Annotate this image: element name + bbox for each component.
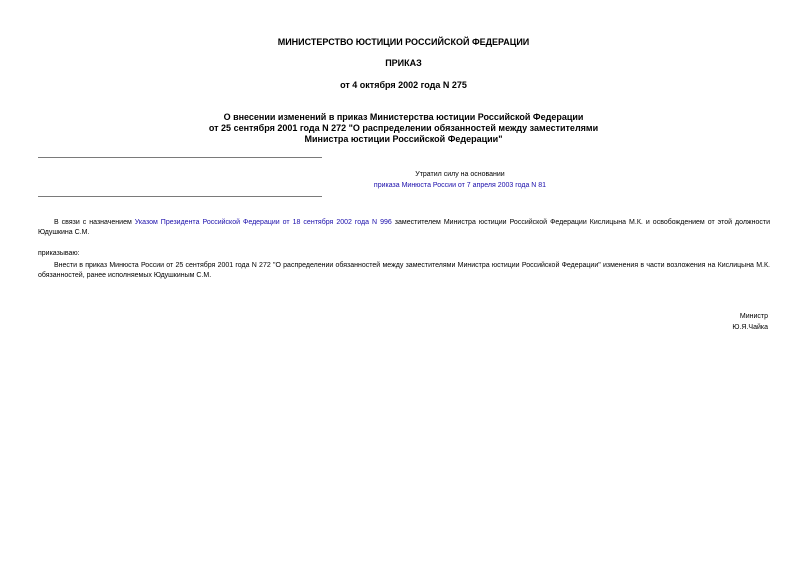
document-type: ПРИКАЗ xyxy=(385,58,422,68)
signatory-position: Министр xyxy=(739,313,768,320)
ordered-label: приказываю: xyxy=(38,250,80,257)
document-title xyxy=(0,112,807,145)
document-date: от 4 октября 2002 года N 275 xyxy=(340,80,467,90)
preamble-text-start: В связи с назначением xyxy=(54,219,135,226)
status-link-row xyxy=(260,181,660,191)
order-paragraph: Внести в приказ Минюста России от 25 сентября 2001 года N 272 "О распределении обязанностей между заместителями Министра юстиции Российской Федерации" изменения в части возложения на Кислицына М.К. обязанностей, ранее исполняемых Юдушкиным С.М. xyxy=(38,262,770,279)
presidential-decree-link[interactable]: Указом Президента Российской Федерации от 18 сентября 2002 года N 996 xyxy=(134,219,392,226)
document-title-line: от 25 сентября 2001 года N 272 "О распределении обязанностей между заместителями xyxy=(208,123,599,133)
divider-top xyxy=(38,157,322,158)
preamble-paragraph xyxy=(38,218,770,238)
preamble-text-end: заместителем Министра юстиции Российской Федерации Кислицына М.К. и освобождением от этой должности Юдушкина С.М. xyxy=(38,219,770,236)
document-title-line: О внесении изменений в приказ Министерства юстиции Российской Федерации xyxy=(223,112,584,122)
document-title-line: Министра юстиции Российской Федерации" xyxy=(304,134,503,144)
divider-bottom xyxy=(38,196,322,197)
signatory-name: Ю.Я.Чайка xyxy=(732,324,768,331)
repeal-order-link[interactable]: приказа Минюста России от 7 апреля 2003 года N 81 xyxy=(373,182,547,189)
status-note: Утратил силу на основании xyxy=(415,171,505,178)
ministry-name: МИНИСТЕРСТВО ЮСТИЦИИ РОССИЙСКОЙ ФЕДЕРАЦИИ xyxy=(277,37,530,47)
